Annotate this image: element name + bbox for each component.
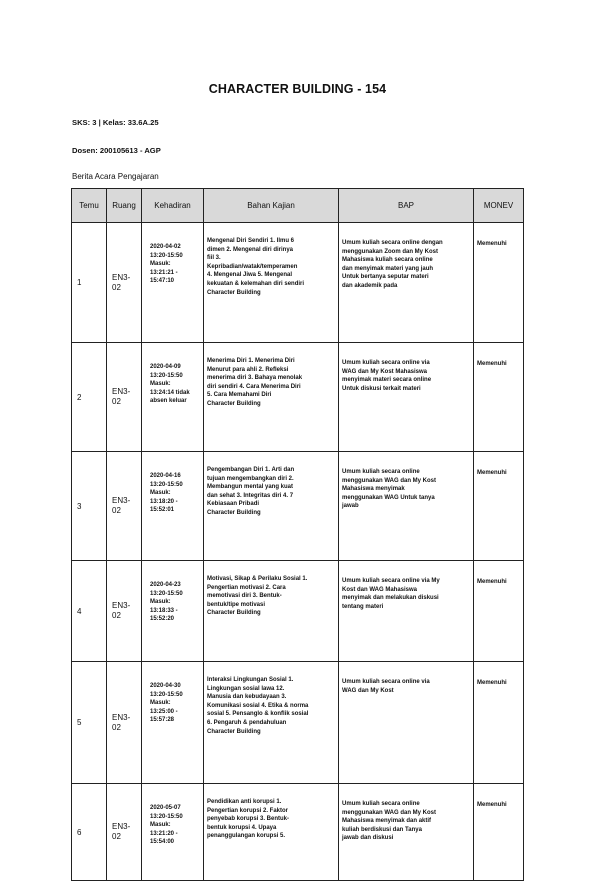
cell-bap: Umum kuliah secara online dengan menggunakan Zoom dan My Kost Mahasiswa kuliah secara online dan menyimak materi yang jauh Untuk bertanya seputar materi dan akademik pada <box>339 223 474 343</box>
cell-temu: 5 <box>72 662 107 784</box>
cell-monev: Memenuhi <box>474 452 524 561</box>
cell-monev: Memenuhi <box>474 561 524 662</box>
cell-kehadiran: 2020-04-02 13:20-15:50 Masuk: 13:21:21 - 15:47:10 <box>142 223 204 343</box>
cell-temu: 4 <box>72 561 107 662</box>
cell-monev: Memenuhi <box>474 343 524 452</box>
header-kehadiran: Kehadiran <box>142 189 204 223</box>
header-bap: BAP <box>339 189 474 223</box>
cell-kehadiran: 2020-04-30 13:20-15:50 Masuk: 13:25:00 - 15:57:28 <box>142 662 204 784</box>
table-row <box>72 343 524 452</box>
cell-kehadiran: 2020-04-23 13:20-15:50 Masuk: 13:18:33 - 15:52:20 <box>142 561 204 662</box>
document-title: CHARACTER BUILDING - 154 <box>208 82 387 96</box>
header-bahan-kajian: Bahan Kajian <box>204 189 339 223</box>
cell-temu: 2 <box>72 343 107 452</box>
cell-kehadiran: 2020-05-07 13:20-15:50 Masuk: 13:21:20 - 15:54:00 <box>142 784 204 881</box>
cell-temu: 1 <box>72 223 107 343</box>
cell-kehadiran: 2020-04-16 13:20-15:50 Masuk: 13:18:20 - 15:52:01 <box>142 452 204 561</box>
table-row <box>72 452 524 561</box>
cell-bahan-kajian: Pendidikan anti korupsi 1. Pengertian korupsi 2. Faktor penyebab korupsi 3. Bentuk- bentuk korupsi 4. Upaya penanggulangan korupsi 5. <box>204 784 339 881</box>
table-row <box>72 662 524 784</box>
cell-ruang: EN3- 02 <box>107 784 142 881</box>
cell-temu: 6 <box>72 784 107 881</box>
sks-class-info: SKS: 3 | Kelas: 33.6A.25 <box>72 118 159 127</box>
cell-ruang: EN3- 02 <box>107 452 142 561</box>
lecturer-info: Dosen: 200105613 - AGP <box>72 146 161 155</box>
cell-ruang: EN3- 02 <box>107 223 142 343</box>
header-monev: MONEV <box>474 189 524 223</box>
cell-temu: 3 <box>72 452 107 561</box>
header-ruang: Ruang <box>107 189 142 223</box>
cell-bap: Umum kuliah secara online via WAG dan My Kost <box>339 662 474 784</box>
cell-bahan-kajian: Menerima Diri 1. Menerima Diri Menurut para ahli 2. Refleksi menerima diri 3. Bahaya menolak diri sendiri 4. Cara Menerima Diri 5. Cara Memahami Diri Character Building <box>204 343 339 452</box>
cell-ruang: EN3- 02 <box>107 343 142 452</box>
cell-ruang: EN3- 02 <box>107 561 142 662</box>
table-row <box>72 784 524 881</box>
section-label: Berita Acara Pengajaran <box>72 172 159 181</box>
table-header-row <box>72 189 524 223</box>
cell-bap: Umum kuliah secara online menggunakan WAG dan My Kost Mahasiswa menyimak dan aktif kuliah berdiskusi dan Tanya jawab dan diskusi <box>339 784 474 881</box>
teaching-report-table <box>71 188 524 881</box>
cell-monev: Memenuhi <box>474 223 524 343</box>
cell-monev: Memenuhi <box>474 662 524 784</box>
table-row <box>72 223 524 343</box>
cell-bap: Umum kuliah secara online via WAG dan My Kost Mahasiswa menyimak materi secara online Untuk diskusi terkait materi <box>339 343 474 452</box>
cell-bahan-kajian: Mengenal Diri Sendiri 1. Ilmu 6 dimen 2. Mengenal diri dirinya fiil 3. Kepribadian/watak/temperamen 4. Mengenal Jiwa 5. Mengenal kekuatan & kelemahan diri sendiri Character Building <box>204 223 339 343</box>
header-temu: Temu <box>72 189 107 223</box>
cell-kehadiran: 2020-04-09 13:20-15:50 Masuk: 13:24:14 tidak absen keluar <box>142 343 204 452</box>
cell-bap: Umum kuliah secara online menggunakan WAG dan My Kost Mahasiswa menyimak menggunakan WAG Untuk tanya jawab <box>339 452 474 561</box>
cell-monev: Memenuhi <box>474 784 524 881</box>
cell-bahan-kajian: Motivasi, Sikap & Perilaku Sosial 1. Pengertian motivasi 2. Cara memotivasi diri 3. Bentuk- bentuk/tipe motivasi Character Building <box>204 561 339 662</box>
cell-ruang: EN3- 02 <box>107 662 142 784</box>
cell-bahan-kajian: Pengembangan Diri 1. Arti dan tujuan mengembangkan diri 2. Membangun mental yang kuat dan sehat 3. Integritas diri 4. 7 Kebiasaan Pribadi Character Building <box>204 452 339 561</box>
table-row <box>72 561 524 662</box>
cell-bap: Umum kuliah secara online via My Kost dan WAG Mahasiswa menyimak dan melakukan diskusi tentang materi <box>339 561 474 662</box>
cell-bahan-kajian: Interaksi Lingkungan Sosial 1. Lingkungan sosial lawa 12. Manusia dan kebudayaan 3. Komunikasi sosial 4. Etika & norma sosial 5. Pensanglo & konflik sosial 6. Pengaruh & pendahuluan Character Building <box>204 662 339 784</box>
